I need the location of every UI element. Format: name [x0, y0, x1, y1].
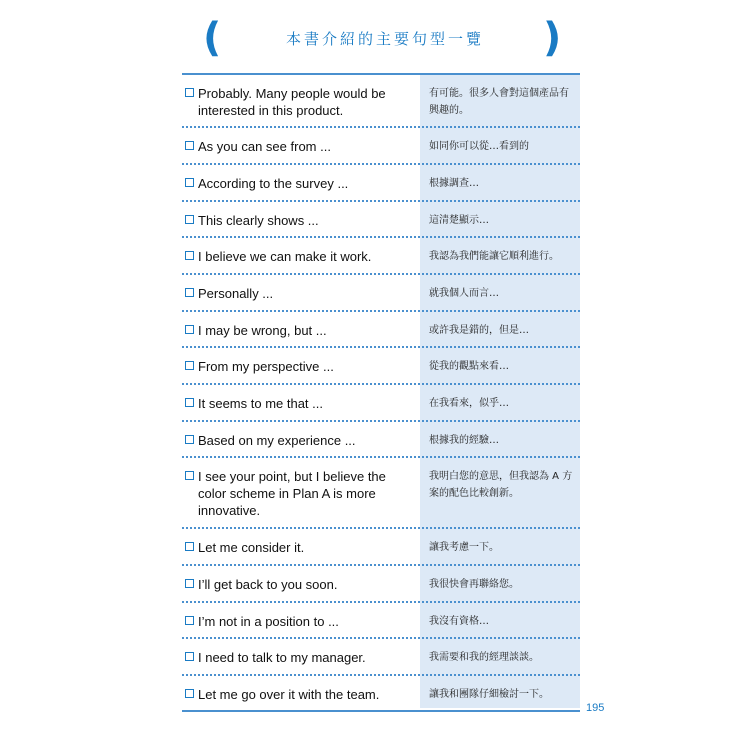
- table-row: [182, 676, 580, 712]
- table-row: [182, 238, 580, 275]
- checkbox-icon[interactable]: [185, 471, 194, 480]
- chinese-translation: 我很快會再聯絡您。: [429, 579, 519, 590]
- chinese-translation: 讓我考慮一下。: [429, 542, 499, 553]
- chinese-translation: 在我看來，似乎…: [429, 398, 509, 409]
- checkbox-icon[interactable]: [185, 288, 194, 297]
- chinese-translation: 或許我是錯的，但是…: [429, 325, 529, 336]
- english-phrase: I see your point, but I believe the color scheme in Plan A is more innovative.: [198, 469, 386, 518]
- english-phrase: Based on my experience ...: [198, 433, 356, 448]
- english-phrase: I may be wrong, but ...: [198, 323, 327, 338]
- chinese-translation: 這清楚顯示…: [429, 215, 489, 226]
- checkbox-icon[interactable]: [185, 215, 194, 224]
- table-row: [182, 75, 580, 128]
- english-phrase: I’m not in a position to ...: [198, 614, 339, 629]
- checkbox-icon[interactable]: [185, 178, 194, 187]
- checkbox-icon[interactable]: [185, 579, 194, 588]
- english-phrase: As you can see from ...: [198, 139, 331, 154]
- phrase-table: [182, 73, 580, 712]
- table-row: [182, 458, 580, 529]
- table-row: [182, 385, 580, 422]
- table-row: [182, 566, 580, 603]
- english-phrase: I’ll get back to you soon.: [198, 577, 338, 592]
- checkbox-icon[interactable]: [185, 325, 194, 334]
- chinese-translation: 從我的觀點來看…: [429, 361, 509, 372]
- checkbox-icon[interactable]: [185, 542, 194, 551]
- table-row: [182, 312, 580, 348]
- checkbox-icon[interactable]: [185, 435, 194, 444]
- page-number: 195: [586, 702, 605, 714]
- english-phrase: According to the survey ...: [198, 176, 349, 191]
- english-phrase: Probably. Many people would be interested in this product.: [198, 86, 386, 118]
- table-row: [182, 348, 580, 385]
- english-phrase: Let me go over it with the team.: [198, 687, 380, 702]
- english-phrase: Let me consider it.: [198, 540, 305, 555]
- chinese-translation: 我需要和我的經理談談。: [429, 652, 539, 663]
- chinese-translation: 讓我和團隊仔細檢討一下。: [429, 689, 549, 700]
- checkbox-icon[interactable]: [185, 689, 194, 698]
- chinese-translation: 根據調查…: [429, 178, 479, 189]
- table-row: [182, 639, 580, 676]
- checkbox-icon[interactable]: [185, 398, 194, 407]
- checkbox-icon[interactable]: [185, 616, 194, 625]
- table-row: [182, 128, 580, 165]
- english-phrase: I need to talk to my manager.: [198, 650, 366, 665]
- english-phrase: I believe we can make it work.: [198, 249, 372, 264]
- checkbox-icon[interactable]: [185, 251, 194, 260]
- chinese-translation: 我認為我們能讓它順利進行。: [429, 251, 559, 262]
- english-phrase: This clearly shows ...: [198, 213, 319, 228]
- title-right-bracket: ): [543, 15, 562, 61]
- table-row: [182, 529, 580, 566]
- checkbox-icon[interactable]: [185, 88, 194, 97]
- table-row: [182, 165, 580, 202]
- checkbox-icon[interactable]: [185, 141, 194, 150]
- english-phrase: Personally ...: [198, 286, 274, 301]
- table-row: [182, 603, 580, 639]
- title-left-bracket: (: [203, 15, 222, 61]
- page-title: 本書介紹的主要句型一覽: [285, 30, 484, 48]
- chinese-translation: 有可能。很多人會對這個產品有興趣的。: [429, 88, 569, 116]
- checkbox-icon[interactable]: [185, 652, 194, 661]
- english-phrase: From my perspective ...: [198, 359, 334, 374]
- table-row: [182, 275, 580, 312]
- chinese-translation: 我沒有資格…: [429, 616, 489, 627]
- table-row: [182, 202, 580, 238]
- table-row: [182, 422, 580, 458]
- checkbox-icon[interactable]: [185, 361, 194, 370]
- english-phrase: It seems to me that ...: [198, 396, 323, 411]
- chinese-translation: 根據我的經驗…: [429, 435, 499, 446]
- chinese-translation: 就我個人而言…: [429, 288, 499, 299]
- chinese-translation: 我明白您的意思，但我認為 A 方案的配色比較創新。: [429, 471, 573, 499]
- chinese-translation: 如同你可以從…看到的: [429, 141, 529, 152]
